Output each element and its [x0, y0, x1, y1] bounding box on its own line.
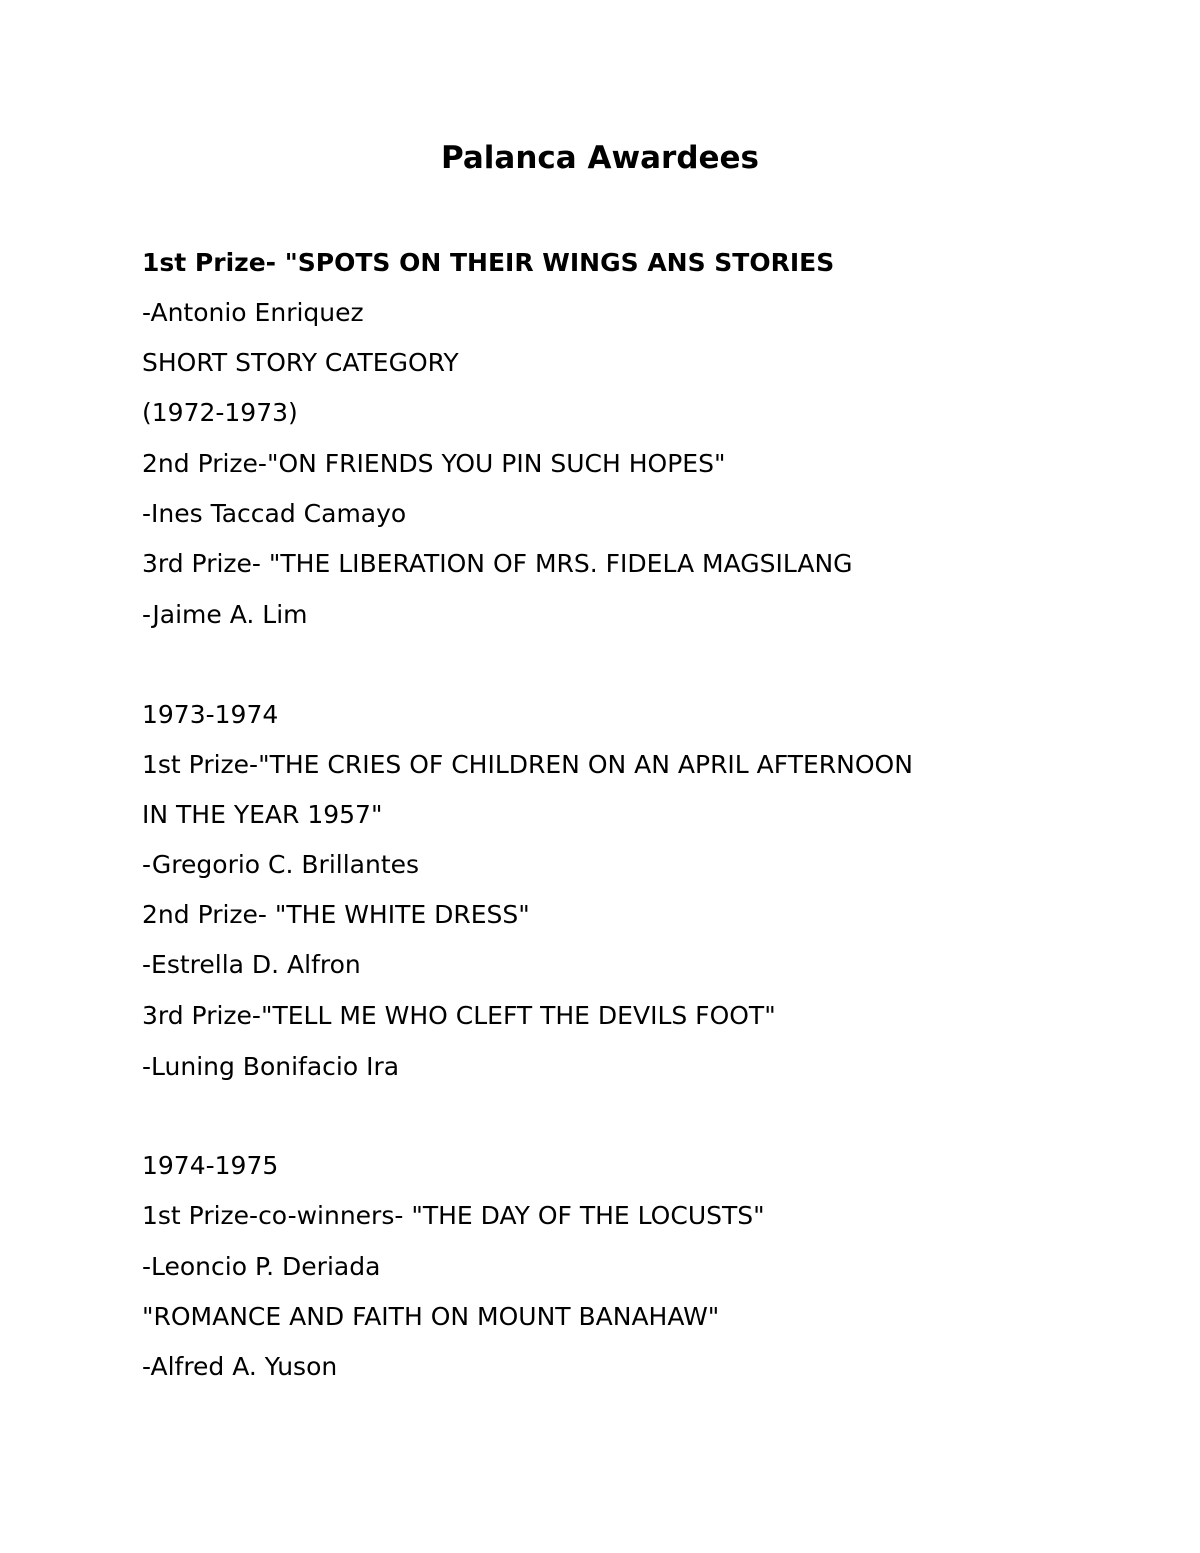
author-line: -Luning Bonifacio Ira [142, 1052, 400, 1081]
author-line: -Leoncio P. Deriada [142, 1252, 381, 1281]
page-title: Palanca Awardees [440, 140, 760, 176]
author-line: -Ines Taccad Camayo [142, 499, 407, 528]
prize-line: 1st Prize-"THE CRIES OF CHILDREN ON AN APRIL AFTERNOON [142, 750, 913, 779]
author-line: -Antonio Enriquez [142, 298, 364, 327]
prize-line: 1st Prize- "SPOTS ON THEIR WINGS ANS STORIES [142, 248, 835, 277]
title-line: "ROMANCE AND FAITH ON MOUNT BANAHAW" [142, 1302, 720, 1331]
prize-line: 3rd Prize-"TELL ME WHO CLEFT THE DEVILS FOOT" [142, 1001, 776, 1030]
prize-line: 3rd Prize- "THE LIBERATION OF MRS. FIDELA MAGSILANG [142, 549, 853, 578]
author-line: -Gregorio C. Brillantes [142, 850, 420, 879]
author-line: -Alfred A. Yuson [142, 1352, 338, 1381]
author-line: -Estrella D. Alfron [142, 950, 361, 979]
prize-line: 2nd Prize-"ON FRIENDS YOU PIN SUCH HOPES" [142, 449, 726, 478]
year-line: (1972-1973) [142, 398, 298, 427]
author-line: -Jaime A. Lim [142, 600, 308, 629]
year-line: 1973-1974 [142, 700, 279, 729]
prize-line-continued: IN THE YEAR 1957" [142, 800, 383, 829]
prize-line: 1st Prize-co-winners- "THE DAY OF THE LOCUSTS" [142, 1201, 765, 1230]
category-line: SHORT STORY CATEGORY [142, 348, 459, 377]
prize-line: 2nd Prize- "THE WHITE DRESS" [142, 900, 530, 929]
year-line: 1974-1975 [142, 1151, 279, 1180]
